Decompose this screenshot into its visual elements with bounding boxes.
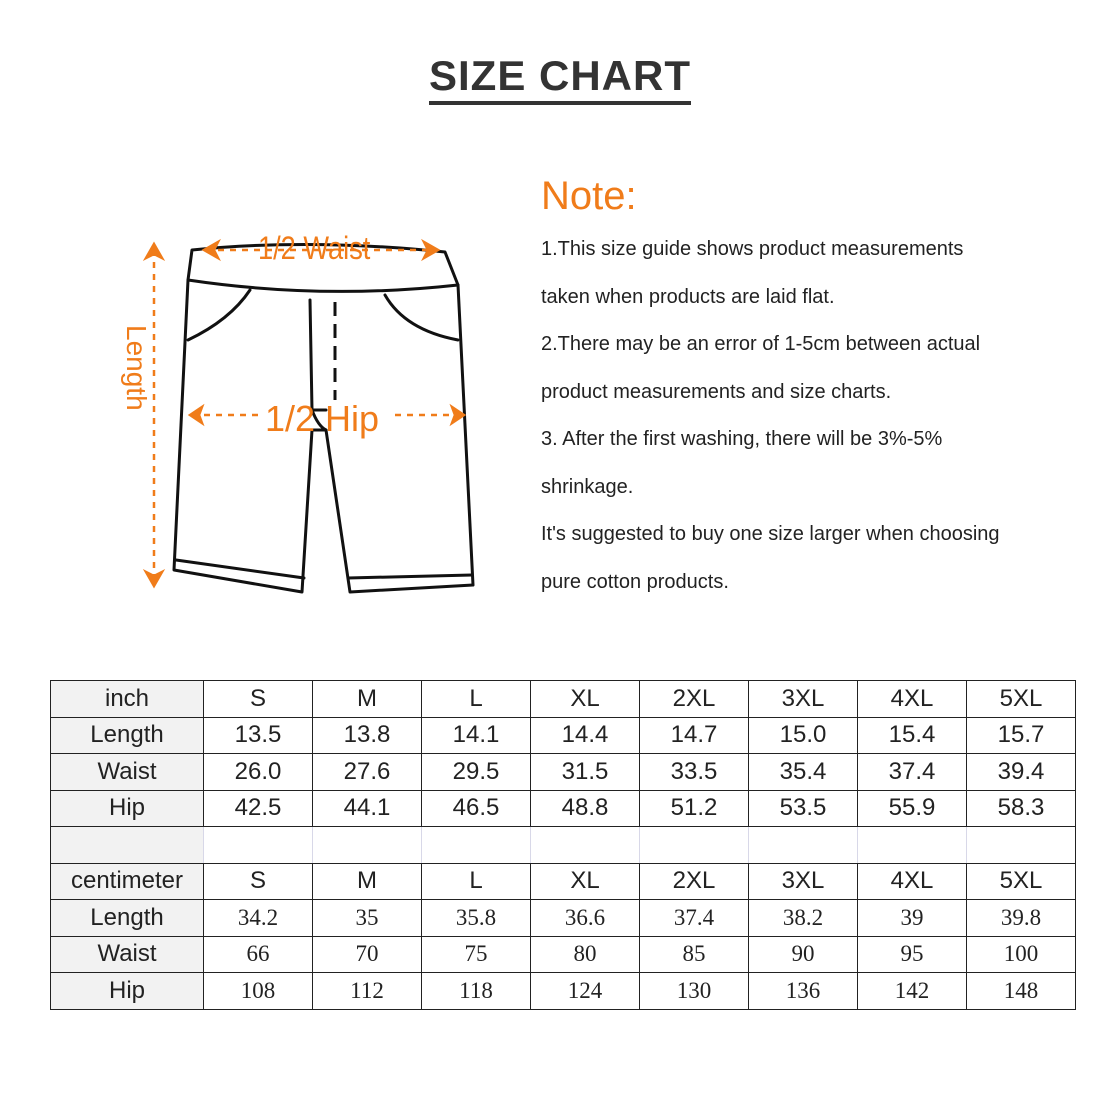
table-row — [51, 936, 1076, 973]
table-cell: 35.4 — [749, 754, 858, 791]
note-section — [541, 172, 1111, 606]
table-cell: 39 — [858, 900, 967, 937]
page-title — [0, 52, 1120, 100]
size-header-cell: 4XL — [858, 681, 967, 718]
shorts-diagram — [121, 230, 480, 600]
table-cell: 33.5 — [640, 754, 749, 791]
size-header-cell: 3XL — [749, 863, 858, 900]
table-cell: 118 — [422, 973, 531, 1010]
table-cell: 35.8 — [422, 900, 531, 937]
table-cell: 13.8 — [313, 717, 422, 754]
table-cell: 80 — [531, 936, 640, 973]
row-label-waist: Waist — [51, 754, 204, 791]
table-cell: 35 — [313, 900, 422, 937]
table-cell: 15.0 — [749, 717, 858, 754]
table-row — [51, 790, 1076, 827]
row-label-waist: Waist — [51, 936, 204, 973]
note-line: shrinkage. — [541, 475, 634, 498]
table-cell: 42.5 — [204, 790, 313, 827]
table-cell: 14.4 — [531, 717, 640, 754]
size-header-cell: S — [204, 681, 313, 718]
note-line: 3. After the first washing, there will be 3%-5% — [541, 428, 943, 450]
size-header-cell: 3XL — [749, 681, 858, 718]
table-cell: 46.5 — [422, 790, 531, 827]
note-line: product measurements and size charts. — [541, 380, 892, 403]
table-cell: 34.2 — [204, 900, 313, 937]
size-header-cell: M — [313, 681, 422, 718]
table-cell: 136 — [749, 973, 858, 1010]
table-cell: 39.8 — [967, 900, 1076, 937]
size-header-cell: 5XL — [967, 863, 1076, 900]
table-row — [51, 900, 1076, 937]
size-header-cell: L — [422, 681, 531, 718]
table-cell: 13.5 — [204, 717, 313, 754]
table-cell: 75 — [422, 936, 531, 973]
spacer-cell — [204, 827, 313, 864]
table-cell: 26.0 — [204, 754, 313, 791]
size-header-cell: S — [204, 863, 313, 900]
size-header-cell: 2XL — [640, 681, 749, 718]
table-cell: 90 — [749, 936, 858, 973]
size-header-cell: XL — [531, 681, 640, 718]
note-title: Note: — [541, 174, 637, 218]
table-cell: 31.5 — [531, 754, 640, 791]
table-cell: 44.1 — [313, 790, 422, 827]
table-cell: 148 — [967, 973, 1076, 1010]
table-header-row-centimeter — [51, 863, 1076, 900]
table-spacer-row — [51, 827, 1076, 864]
note-line: 1.This size guide shows product measurements — [541, 238, 964, 260]
size-header-cell: 2XL — [640, 863, 749, 900]
table-cell: 58.3 — [967, 790, 1076, 827]
table-row — [51, 754, 1076, 791]
table-cell: 15.4 — [858, 717, 967, 754]
row-label-hip: Hip — [51, 790, 204, 827]
table-row — [51, 717, 1076, 754]
table-cell: 37.4 — [858, 754, 967, 791]
note-line: It's suggested to buy one size larger when choosing — [541, 523, 1000, 545]
row-label-length: Length — [51, 900, 204, 937]
table-cell: 48.8 — [531, 790, 640, 827]
spacer-cell — [640, 827, 749, 864]
table-cell: 27.6 — [313, 754, 422, 791]
size-header-cell: M — [313, 863, 422, 900]
spacer-cell — [313, 827, 422, 864]
spacer-cell — [858, 827, 967, 864]
waist-label: 1/2 Waist — [258, 230, 371, 266]
table-cell: 100 — [967, 936, 1076, 973]
table-cell: 38.2 — [749, 900, 858, 937]
spacer-cell — [967, 827, 1076, 864]
spacer-cell — [749, 827, 858, 864]
size-header-cell: 5XL — [967, 681, 1076, 718]
size-header-cell: 4XL — [858, 863, 967, 900]
table-cell: 36.6 — [531, 900, 640, 937]
size-header-cell: L — [422, 863, 531, 900]
table-cell: 112 — [313, 973, 422, 1010]
size-table — [50, 680, 1076, 1010]
unit-cell-inch: inch — [51, 681, 204, 718]
table-cell: 39.4 — [967, 754, 1076, 791]
size-header-cell: XL — [531, 863, 640, 900]
table-cell: 95 — [858, 936, 967, 973]
table-header-row-inch — [51, 681, 1076, 718]
table-cell: 85 — [640, 936, 749, 973]
table-cell: 14.7 — [640, 717, 749, 754]
unit-cell-centimeter: centimeter — [51, 863, 204, 900]
table-cell: 124 — [531, 973, 640, 1010]
table-cell: 108 — [204, 973, 313, 1010]
table-cell: 37.4 — [640, 900, 749, 937]
table-cell: 29.5 — [422, 754, 531, 791]
hip-label: 1/2 Hip — [265, 398, 380, 439]
row-label-length: Length — [51, 717, 204, 754]
row-label-hip: Hip — [51, 973, 204, 1010]
page-title-text: SIZE CHART — [429, 52, 691, 105]
spacer-cell — [531, 827, 640, 864]
spacer-cell — [422, 827, 531, 864]
table-cell: 15.7 — [967, 717, 1076, 754]
table-row — [51, 973, 1076, 1010]
table-cell: 142 — [858, 973, 967, 1010]
table-cell: 66 — [204, 936, 313, 973]
table-cell: 70 — [313, 936, 422, 973]
table-cell: 55.9 — [858, 790, 967, 827]
table-cell: 14.1 — [422, 717, 531, 754]
length-label: Length — [121, 325, 152, 411]
table-cell: 130 — [640, 973, 749, 1010]
note-line: 2.There may be an error of 1-5cm between actual — [541, 333, 981, 355]
note-line: taken when products are laid flat. — [541, 285, 835, 308]
table-cell: 53.5 — [749, 790, 858, 827]
table-cell: 51.2 — [640, 790, 749, 827]
note-line: pure cotton products. — [541, 570, 729, 593]
spacer-cell — [51, 827, 204, 864]
